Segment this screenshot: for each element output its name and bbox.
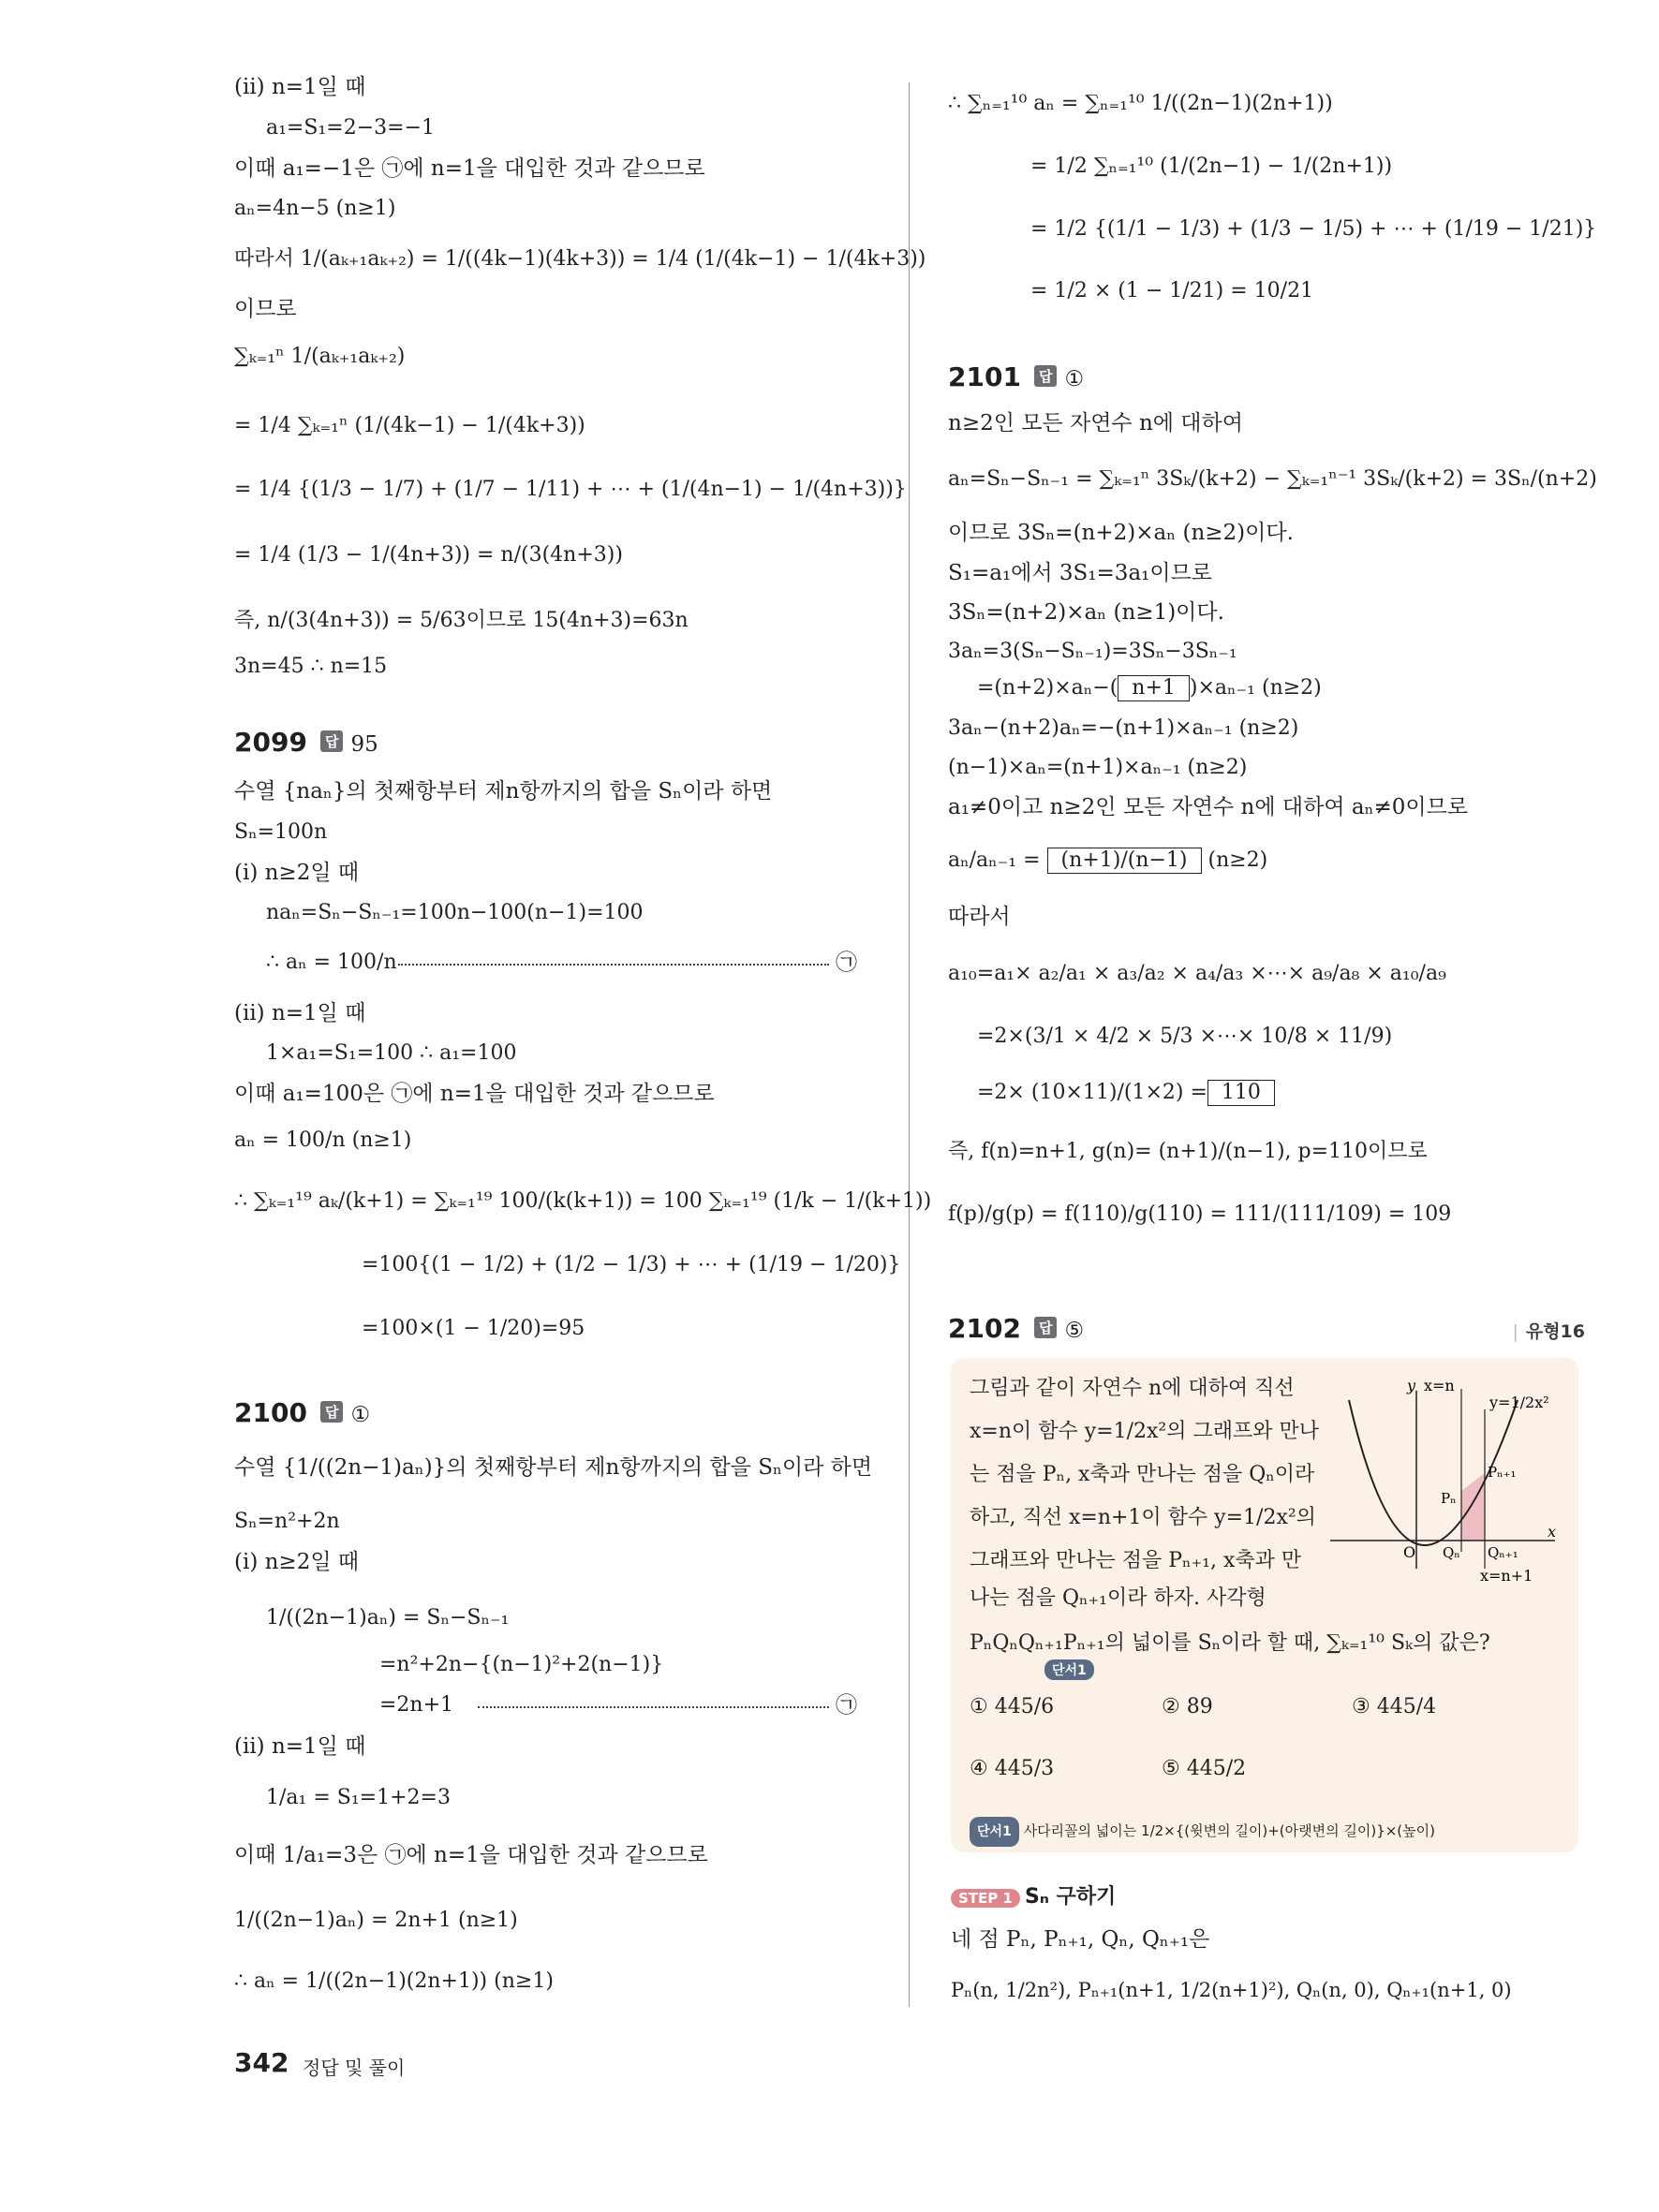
label-x-n1: x=n+1 [1480, 1567, 1533, 1585]
question-line: 그림과 같이 자연수 n에 대하여 직선 [970, 1377, 1295, 1400]
question-line: PₙQₙQₙ₊₁Pₙ₊₁의 넓이를 Sₙ이라 할 때, ∑ₖ₌₁¹⁰ Sₖ의 값은? [970, 1631, 1490, 1655]
hint-tag: 단서1 [970, 1817, 1019, 1847]
math-line: =n²+2n−{(n−1)²+2(n−1)} [379, 1653, 664, 1676]
answer-tag: 답 [1034, 1317, 1058, 1338]
math-line [977, 674, 1322, 702]
choice-4[interactable]: ④ 445/3 [970, 1757, 1055, 1780]
dotted-leader [398, 964, 829, 966]
math-part: )×aₙ₋₁ (n≥2) [1189, 676, 1322, 700]
question-line: 하고, 직선 x=n+1이 함수 y=1/2x²의 [970, 1506, 1316, 1529]
answer-tag: 답 [320, 730, 344, 752]
math-line: aₙ=4n−5 (n≥1) [234, 197, 396, 220]
label-pn: Pₙ [1441, 1490, 1457, 1507]
text-line: 수열 {1/((2n−1)aₙ)}의 첫째항부터 제n항까지의 합을 Sₙ이라 하면 [234, 1455, 873, 1480]
trapezoid-shade [1461, 1473, 1485, 1541]
math-line: ∴ aₙ = 1/((2n−1)(2n+1)) (n≥1) [234, 1969, 554, 1993]
math-line: 1/((2n−1)aₙ) = Sₙ−Sₙ₋₁ [266, 1606, 510, 1630]
problem-2100-header [234, 1397, 370, 1428]
problem-number: 2099 [234, 727, 307, 758]
math-line: ∑ₖ₌₁ⁿ 1/(aₖ₊₁aₖ₊₂) [234, 345, 406, 368]
math-line: = 1/4 {(1/3 − 1/7) + (1/7 − 1/11) + ⋯ + (1/(4n−1) − 1/(4n+3))} [234, 478, 907, 501]
math-line: = 1/2 {(1/1 − 1/3) + (1/3 − 1/5) + ⋯ + (1/19 − 1/21)} [1030, 217, 1597, 241]
text-line: (ⅰ) n≥2일 때 [234, 861, 360, 885]
math-line: 즉, f(n)=n+1, g(n)= (n+1)/(n−1), p=110이므로 [948, 1140, 1428, 1163]
math-line: 1/a₁ = S₁=1+2=3 [266, 1786, 451, 1809]
choice-5[interactable]: ⑤ 445/2 [1162, 1757, 1247, 1780]
blank-box-2: (n+1)/(n−1) [1047, 848, 1202, 874]
question-line: 는 점을 Pₙ, x축과 만나는 점을 Qₙ이라 [970, 1463, 1315, 1486]
problem-number: 2102 [948, 1313, 1021, 1344]
math-line: ∴ ∑ₖ₌₁¹⁹ aₖ/(k+1) = ∑ₖ₌₁¹⁹ 100/(k(k+1)) = 100 ∑ₖ₌₁¹⁹ (1/k − 1/(k+1)) [234, 1189, 932, 1213]
label-qn1: Qₙ₊₁ [1488, 1544, 1518, 1561]
text-line: 이므로 3Sₙ=(n+2)×aₙ (n≥2)이다. [948, 521, 1294, 545]
math-line: 3aₙ−(n+2)aₙ=−(n+1)×aₙ₋₁ (n≥2) [948, 716, 1299, 740]
text-line: 3Sₙ=(n+2)×aₙ (n≥1)이다. [948, 600, 1224, 625]
hint-tag-inline: 단서1 [1044, 1659, 1094, 1680]
question-line: 나는 점을 Qₙ₊₁이라 하자. 사각형 [970, 1586, 1266, 1610]
hint-text: 사다리꼴의 넓이는 1/2×{(윗변의 길이)+(아랫변의 길이)}×(높이) [1023, 1822, 1435, 1839]
choice-2[interactable]: ② 89 [1162, 1695, 1213, 1718]
math-line: Sₙ=n²+2n [234, 1510, 340, 1533]
math-line: ∴ ∑ₙ₌₁¹⁰ aₙ = ∑ₙ₌₁¹⁰ 1/((2n−1)(2n+1)) [948, 92, 1333, 115]
step-title: Sₙ 구하기 [1025, 1885, 1117, 1909]
choice-3[interactable]: ③ 445/4 [1352, 1695, 1437, 1718]
y-axis-label: y [1407, 1377, 1416, 1394]
answer-tag: 답 [320, 1401, 344, 1423]
footer-label: 정답 및 풀이 [303, 2057, 406, 2079]
text-line: S₁=a₁에서 3S₁=3a₁이므로 [948, 561, 1213, 585]
label-x-n: x=n [1424, 1377, 1455, 1394]
dotted-leader [478, 1706, 829, 1708]
column-divider [909, 82, 910, 2007]
answer-value: ① [350, 1403, 371, 1427]
text-line: (ⅰ) n≥2일 때 [234, 1550, 360, 1574]
choice-1[interactable]: ① 445/6 [970, 1695, 1055, 1718]
math-line: 즉, n/(3(4n+3)) = 5/63이므로 15(4n+3)=63n [234, 609, 689, 632]
text-line: (ⅱ) n=1일 때 [234, 75, 366, 99]
math-part: aₙ/aₙ₋₁ = [948, 848, 1041, 872]
text-line: 이므로 [234, 297, 297, 321]
math-line [977, 1079, 1275, 1107]
text-line: 이때 a₁=100은 ㉠에 n=1을 대입한 것과 같으므로 [234, 1082, 715, 1106]
math-line: aₙ=Sₙ−Sₙ₋₁ = ∑ₖ₌₁ⁿ 3Sₖ/(k+2) − ∑ₖ₌₁ⁿ⁻¹ 3Sₖ/(k+2) = 3Sₙ/(n+2) [948, 467, 1597, 491]
blank-box-3: 110 [1207, 1080, 1275, 1106]
math-line: 1/((2n−1)aₙ) = 2n+1 (n≥1) [234, 1909, 518, 1932]
label-pn1: Pₙ₊₁ [1488, 1464, 1517, 1481]
math-line: aₙ = 100/n (n≥1) [234, 1128, 412, 1152]
math-part: (n≥2) [1207, 848, 1268, 872]
text-line: n≥2인 모든 자연수 n에 대하여 [948, 411, 1243, 435]
math-line: (n−1)×aₙ=(n+1)×aₙ₋₁ (n≥2) [948, 756, 1248, 779]
problem-2101-header [948, 361, 1084, 392]
math-part: =2× (10×11)/(1×2) = [977, 1081, 1207, 1104]
math-line: f(p)/g(p) = f(110)/g(110) = 111/(111/109) = 109 [948, 1202, 1452, 1226]
math-line [948, 847, 1267, 875]
math-line: =100{(1 − 1/2) + (1/2 − 1/3) + ⋯ + (1/19 − 1/20)} [362, 1253, 901, 1276]
math-line: = 1/4 ∑ₖ₌₁ⁿ (1/(4k−1) − 1/(4k+3)) [234, 414, 585, 437]
math-line: Sₙ=100n [234, 820, 328, 844]
circle-mark: ㉠ [836, 951, 857, 975]
answer-value: ① [1064, 367, 1085, 391]
math-line: =100×(1 − 1/20)=95 [362, 1317, 585, 1340]
math-line: 3aₙ=3(Sₙ−Sₙ₋₁)=3Sₙ−3Sₙ₋₁ [948, 640, 1237, 663]
text-line: 따라서 [948, 905, 1011, 929]
math-line: a₁=S₁=2−3=−1 [266, 116, 435, 140]
problem-2099-header [234, 727, 378, 758]
circle-mark: ㉠ [836, 1693, 857, 1718]
math-line: = 1/2 × (1 − 1/21) = 10/21 [1030, 279, 1314, 302]
math-part: =(n+2)×aₙ−( [977, 676, 1118, 700]
question-line: 그래프와 만나는 점을 Pₙ₊₁, x축과 만 [970, 1549, 1302, 1572]
question-line: x=n이 함수 y=1/2x²의 그래프와 만나 [970, 1420, 1319, 1443]
text-line: 네 점 Pₙ, Pₙ₊₁, Qₙ, Qₙ₊₁은 [951, 1927, 1210, 1952]
text-line: 이때 a₁=−1은 ㉠에 n=1을 대입한 것과 같으므로 [234, 156, 705, 181]
answer-value: 95 [350, 732, 378, 757]
math-line: a₁₀=a₁× a₂/a₁ × a₃/a₂ × a₄/a₃ ×⋯× a₉/a₈ × a₁₀/a₉ [948, 962, 1446, 985]
blank-box-1: n+1 [1118, 675, 1190, 701]
text-line: a₁≠0이고 n≥2인 모든 자연수 n에 대하여 aₙ≠0이므로 [948, 795, 1469, 819]
parabola-graph [1330, 1372, 1563, 1587]
text-line: (ⅱ) n=1일 때 [234, 1001, 366, 1025]
problem-2102-header [948, 1313, 1084, 1344]
math-line: Pₙ(n, 1/2n²), Pₙ₊₁(n+1, 1/2(n+1)²), Qₙ(n, 0), Qₙ₊₁(n+1, 0) [951, 1979, 1512, 2001]
page-number: 342 [234, 2047, 289, 2078]
math-line: 3n=45 ∴ n=15 [234, 655, 388, 678]
math-line: naₙ=Sₙ−Sₙ₋₁=100n−100(n−1)=100 [266, 901, 644, 924]
math-line: 1×a₁=S₁=100 ∴ a₁=100 [266, 1041, 517, 1065]
step-1-header [951, 1880, 1116, 1910]
text-line: (ⅱ) n=1일 때 [234, 1734, 366, 1759]
math-line: =2×(3/1 × 4/2 × 5/3 ×⋯× 10/8 × 11/9) [977, 1025, 1393, 1048]
math-line: =2n+1 [379, 1693, 454, 1717]
x-axis-label: x [1548, 1523, 1557, 1541]
type-label: | 유형16 [1512, 1318, 1585, 1343]
text-line: 이때 1/a₁=3은 ㉠에 n=1을 대입한 것과 같으므로 [234, 1843, 708, 1867]
math-line: = 1/2 ∑ₙ₌₁¹⁰ (1/(2n−1) − 1/(2n+1)) [1030, 155, 1393, 178]
math-line: ∴ aₙ = 100/n [266, 951, 397, 974]
answer-value: ⑤ [1064, 1319, 1085, 1343]
label-qn: Qₙ [1443, 1544, 1460, 1561]
label-curve: y=1/2x² [1489, 1394, 1549, 1411]
problem-number: 2101 [948, 361, 1021, 392]
math-line: 따라서 1/(aₖ₊₁aₖ₊₂) = 1/((4k−1)(4k+3)) = 1/4 (1/(4k−1) − 1/(4k+3)) [234, 247, 926, 271]
math-line: = 1/4 (1/3 − 1/(4n+3)) = n/(3(4n+3)) [234, 543, 623, 567]
origin-label: O [1403, 1543, 1416, 1561]
answer-tag: 답 [1034, 365, 1058, 387]
text-line: 수열 {naₙ}의 첫째항부터 제n항까지의 합을 Sₙ이라 하면 [234, 779, 773, 804]
step-tag: STEP 1 [951, 1889, 1020, 1908]
problem-number: 2100 [234, 1397, 307, 1428]
hint-line [970, 1817, 1435, 1847]
